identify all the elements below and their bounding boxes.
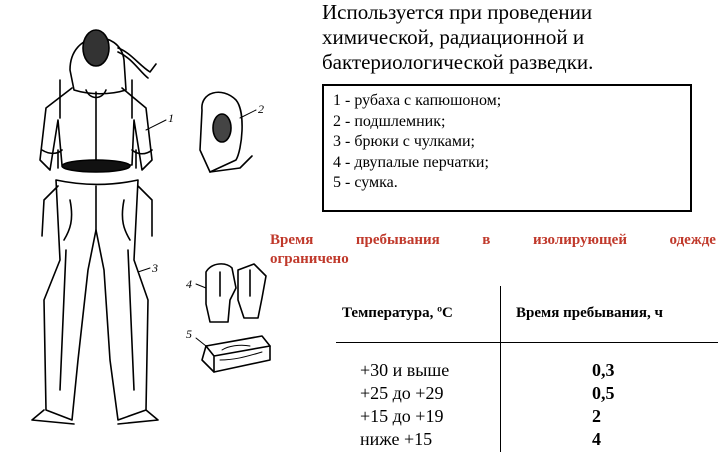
callout-label-1: 1 — [168, 111, 174, 125]
callout-lines — [138, 110, 256, 346]
cell-temperature: ниже +15 — [360, 429, 433, 449]
warning-word: в — [482, 232, 491, 248]
cell-duration: 0,5 — [592, 383, 615, 403]
header-temperature: Температура, ºС — [342, 305, 453, 321]
hood-figure — [70, 30, 156, 94]
parts-list-box — [322, 84, 692, 212]
intro-text — [322, 0, 684, 75]
parts-list-item: 2 - подшлемник; — [333, 112, 446, 130]
time-limit-warning — [270, 231, 716, 269]
table-row — [336, 383, 718, 405]
parts-list-item: 1 - рубаха с капюшоном; — [333, 92, 502, 109]
warning-word: изолирующей — [532, 232, 627, 248]
table-row — [336, 429, 718, 451]
intro-line: бактериологической разведки. — [322, 50, 594, 74]
callout-label-5: 5 — [186, 327, 192, 341]
intro-line: химической, радиационной и — [322, 25, 585, 49]
cell-temperature: +15 до +19 — [360, 406, 444, 426]
parts-list-item: 3 - брюки с чулками; — [333, 133, 475, 150]
bag-figure — [202, 336, 270, 372]
intro-line: Используется при проведении — [322, 0, 593, 24]
cell-duration: 4 — [592, 429, 601, 449]
parts-list-item: 5 - сумка. — [333, 174, 398, 191]
warning-word: одежде — [669, 232, 716, 248]
callout-label-2: 2 — [258, 102, 264, 116]
callout-label-3: 3 — [152, 261, 158, 275]
cell-temperature: +25 до +29 — [360, 383, 444, 403]
cell-duration: 0,3 — [592, 360, 615, 380]
parts-list-item: 4 - двупалые перчатки; — [333, 153, 489, 171]
cell-temperature: +30 и выше — [360, 360, 450, 380]
shirt-with-hood-figure — [40, 80, 152, 172]
callout-label-4: 4 — [186, 277, 192, 291]
table-row — [336, 406, 718, 428]
trousers-with-stockings-figure — [32, 180, 158, 424]
warning-word: пребывания — [355, 232, 440, 248]
table-row — [336, 360, 718, 382]
header-duration: Время пребывания, ч — [516, 305, 663, 321]
exposure-time-table — [336, 286, 718, 452]
warning-line-2: ограничено — [270, 251, 349, 267]
balaclava-figure — [200, 92, 252, 172]
two-finger-gloves-figure — [206, 264, 266, 322]
warning-word: Время — [270, 232, 314, 248]
cell-duration: 2 — [592, 406, 601, 426]
table-header-divider — [336, 342, 718, 343]
protective-suit-illustration — [0, 0, 320, 452]
